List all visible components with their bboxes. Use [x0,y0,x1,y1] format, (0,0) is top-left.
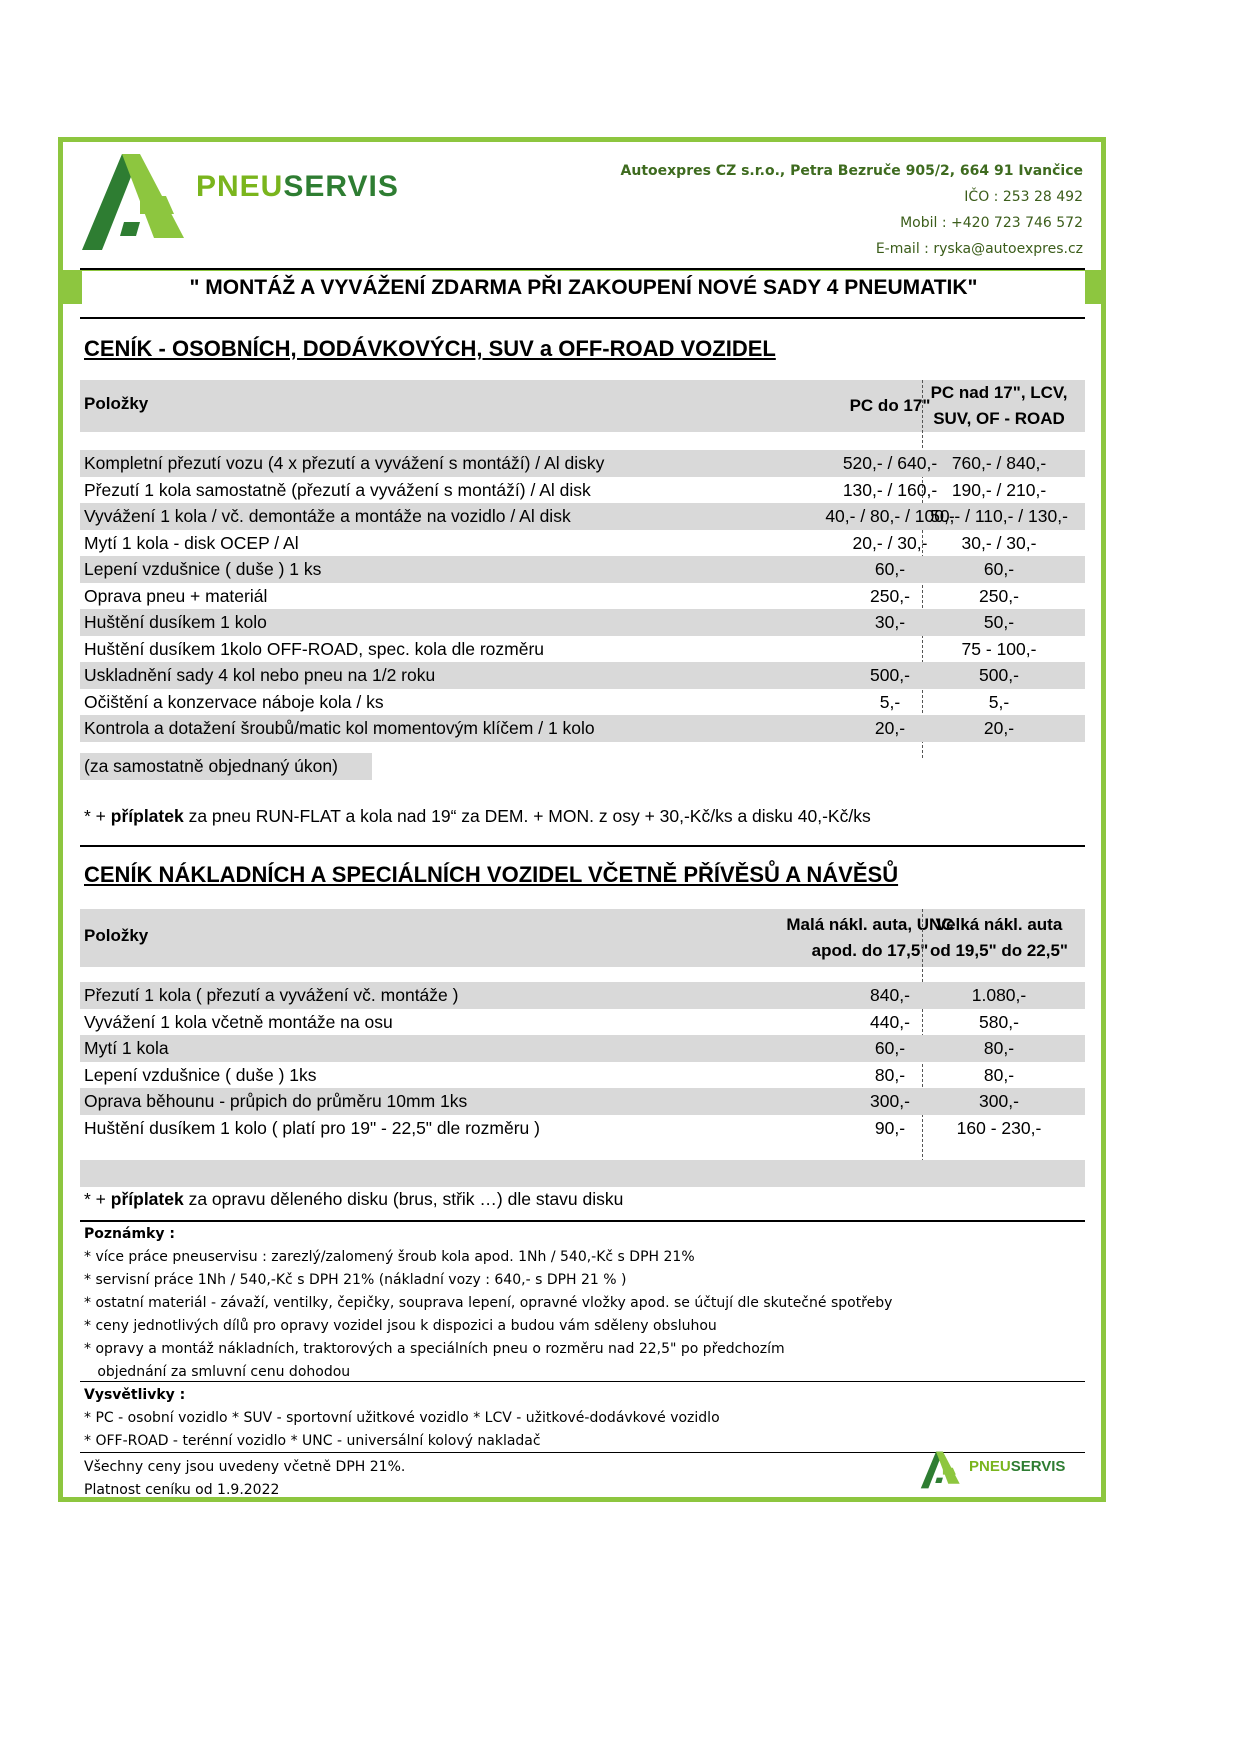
row-price-b: 500,- [979,665,1019,685]
row-price-a: 300,- [870,1091,910,1111]
row-price-a: 90,- [874,1117,906,1138]
row-item-name: Kompletní přezutí vozu (4 x přezutí a vyvážení s montáží) / Al disky [84,453,605,473]
table-row [80,715,1085,742]
row-price-a: 840,- [870,985,910,1005]
row-price-a: 20,- / 30,- [852,532,928,553]
footer-text [84,1456,405,1502]
header-line: Velká nákl. auta [935,915,1063,934]
table-row [80,530,1085,557]
note-line: * více práce pneuservisu : zarezlý/zalomený šroub kola apod. 1Nh / 540,-Kč s DPH 21% [84,1249,695,1265]
divider [80,1381,1085,1382]
note-line: objednání za smluvní cenu dohodou [84,1364,351,1380]
row-price-b: 80,- [983,1038,1015,1058]
header-items: Položky [84,394,149,413]
notes-block [84,1223,892,1384]
pneuservis-footer-logo-icon [920,1447,962,1493]
table-row [80,1115,1085,1142]
header-pc-to-17: PC do 17" [849,396,931,415]
row-item-name: Lepení vzdušnice ( duše ) 1 ks [84,559,322,579]
row-price-a: 60,- [874,1038,906,1058]
row-price-b: 20,- [983,718,1015,738]
legend-title: Vysvětlivky : [84,1387,186,1403]
row-price-b: 1.080,- [971,985,1027,1005]
row-price-a: 520,- / 640,- [842,453,938,473]
table-row [80,1035,1085,1062]
row-price-b: 30,- / 30,- [961,532,1037,553]
note-line: * opravy a montáž nákladních, traktorových a speciálních pneu o rozměru nad 22,5" po předchozím [84,1341,785,1357]
row-item-name: Lepení vzdušnice ( duše ) 1ks [84,1064,317,1085]
row-price-a: 40,- / 80,- / 100,- [825,506,955,526]
table-row [80,1009,1085,1036]
company-address: Autoexpres CZ s.r.o., Petra Bezruče 905/2, 664 91 Ivančice [620,163,1083,179]
row-price-a: 500,- [870,665,910,685]
brand-name: PNEUSERVIS [196,170,399,203]
row-item-name: Oprava pneu + materiál [84,585,268,606]
row-extra [80,753,372,780]
table-row [80,583,1085,610]
row-price-b: 60,- [983,559,1015,579]
row-price-b: 190,- / 210,- [951,479,1047,500]
legend-block [84,1384,720,1453]
table-row [80,450,1085,477]
header-line: od 19,5" do 22,5" [929,941,1068,960]
table-row [80,636,1085,663]
header-big-trucks [913,912,1085,964]
row-item-name: Mytí 1 kola [84,1038,169,1058]
header-line: PC nad 17", LCV, [930,383,1068,402]
table-row [80,556,1085,583]
row-item-name: Kontrola a dotažení šroubů/matic kol momentovým klíčem / 1 kolo [84,718,595,738]
section1-title: CENÍK - OSOBNÍCH, DODÁVKOVÝCH, SUV a OFF-ROAD VOZIDEL [84,336,776,361]
table-row [80,689,1085,716]
legend-line: * PC - osobní vozidlo * SUV - sportovní užitkové vozidlo * LCV - užitkové-dodávkové vozidlo [84,1410,720,1426]
footer-brand-name: PNEUSERVIS [969,1458,1066,1475]
section1-surcharge-note: * + příplatek za pneu RUN-FLAT a kola nad 19“ za DEM. + MON. z osy + 30,-Kč/ks a disku 40,-Kč/ks [84,806,871,826]
row-price-a: 5,- [879,691,901,712]
row-price-b: 5,- [988,691,1010,712]
row-price-b: 75 - 100,- [961,638,1037,659]
row-price-a: 20,- [874,718,906,738]
note-line: * ostatní materiál - závaží, ventilky, čepičky, souprava lepení, opravné vložky apod. se účtují dle skutečné spotřeby [84,1295,893,1311]
section2-table-header [80,909,1085,967]
table-row-empty [80,1160,1085,1187]
pneuservis-logo-icon [80,152,190,252]
header-items: Položky [84,926,149,945]
row-price-b: 160 - 230,- [956,1117,1042,1138]
company-info [621,158,1083,262]
row-item-name: Vyvážení 1 kola včetně montáže na osu [84,1011,393,1032]
row-price-b: 580,- [979,1011,1019,1032]
company-email: E-mail : ryska@autoexpres.cz [875,241,1083,257]
row-price-a: 130,- / 160,- [842,479,938,500]
notes-title: Poznámky : [84,1226,175,1242]
row-item-name: Očištění a konzervace náboje kola / ks [84,691,384,712]
note-line: * ceny jednotlivých dílů pro opravy vozidel jsou k dispozici a budou vám sděleny obsluhou [84,1318,717,1334]
footer-validity: Platnost ceníku od 1.9.2022 [84,1482,280,1498]
row-price-a: 60,- [874,559,906,579]
row-price-b: 300,- [979,1091,1019,1111]
divider [80,317,1085,319]
row-item-name: Vyvážení 1 kola / vč. demontáže a montáže na vozidlo / Al disk [84,506,571,526]
header-pc-over-17 [913,380,1085,432]
row-item-name: Huštění dusíkem 1kolo OFF-ROAD, spec. kola dle rozměru [84,638,545,659]
divider [80,845,1085,847]
row-price-b: 50,- [983,612,1015,632]
note-line: * servisní práce 1Nh / 540,-Kč s DPH 21% (nákladní vozy : 640,- s DPH 21 % ) [84,1272,627,1288]
row-item-name: Oprava běhounu - průpich do průměru 10mm 1ks [84,1091,468,1111]
row-price-a: 80,- [874,1064,906,1085]
row-price-b: 50,- / 110,- / 130,- [930,506,1068,526]
row-item-name: Přezutí 1 kola samostatně (přezutí a vyvážení s montáží) / Al disk [84,479,591,500]
row-price-b: 760,- / 840,- [951,453,1047,473]
header-line: Malá nákl. auta, UNC [786,915,954,934]
table-row [80,609,1085,636]
promo-banner: " MONTÁŽ A VYVÁŽENÍ ZDARMA PŘI ZAKOUPENÍ NOVÉ SADY 4 PNEUMATIK" [82,271,1085,305]
row-item-name: Huštění dusíkem 1 kolo ( platí pro 19" - 22,5" dle rozměru ) [84,1117,540,1138]
table-row [80,1088,1085,1115]
section2-title: CENÍK NÁKLADNÍCH A SPECIÁLNÍCH VOZIDEL VČETNĚ PŘÍVĚSŮ A NÁVĚSŮ [84,862,899,887]
row-price-a: 30,- [874,612,906,632]
row-price-b: 80,- [983,1064,1015,1085]
table-row [80,1062,1085,1089]
row-item-name: Mytí 1 kola - disk OCEP / Al [84,532,299,553]
table-row [80,662,1085,689]
row-item-name: Přezutí 1 kola ( přezutí a vyvážení vč. montáže ) [84,985,459,1005]
table-row [80,982,1085,1009]
row-price-a: 440,- [870,1011,910,1032]
header-line: SUV, OF - ROAD [933,409,1065,428]
row-item-name: Uskladnění sady 4 kol nebo pneu na 1/2 roku [84,665,436,685]
company-mobile: Mobil : +420 723 746 572 [900,215,1083,231]
header-line: apod. do 17,5" [811,941,929,960]
section2-surcharge-note: * + příplatek za opravu děleného disku (brus, střik …) dle stavu disku [84,1189,624,1209]
table-row [80,477,1085,504]
company-ico: IČO : 253 28 492 [964,189,1083,205]
divider [80,1220,1085,1222]
section1-table-header [80,380,1085,432]
row-price-b: 250,- [979,585,1019,606]
legend-line: * OFF-ROAD - terénní vozidlo * UNC - universální kolový nakladač [84,1433,541,1449]
footer-vat: Všechny ceny jsou uvedeny včetně DPH 21%. [84,1459,406,1475]
table-row [80,503,1085,530]
divider [80,268,1085,270]
row-item-name: Huštění dusíkem 1 kolo [84,612,267,632]
row-price-a: 250,- [870,585,910,606]
row-extra-text: (za samostatně objednaný úkon) [84,756,338,776]
